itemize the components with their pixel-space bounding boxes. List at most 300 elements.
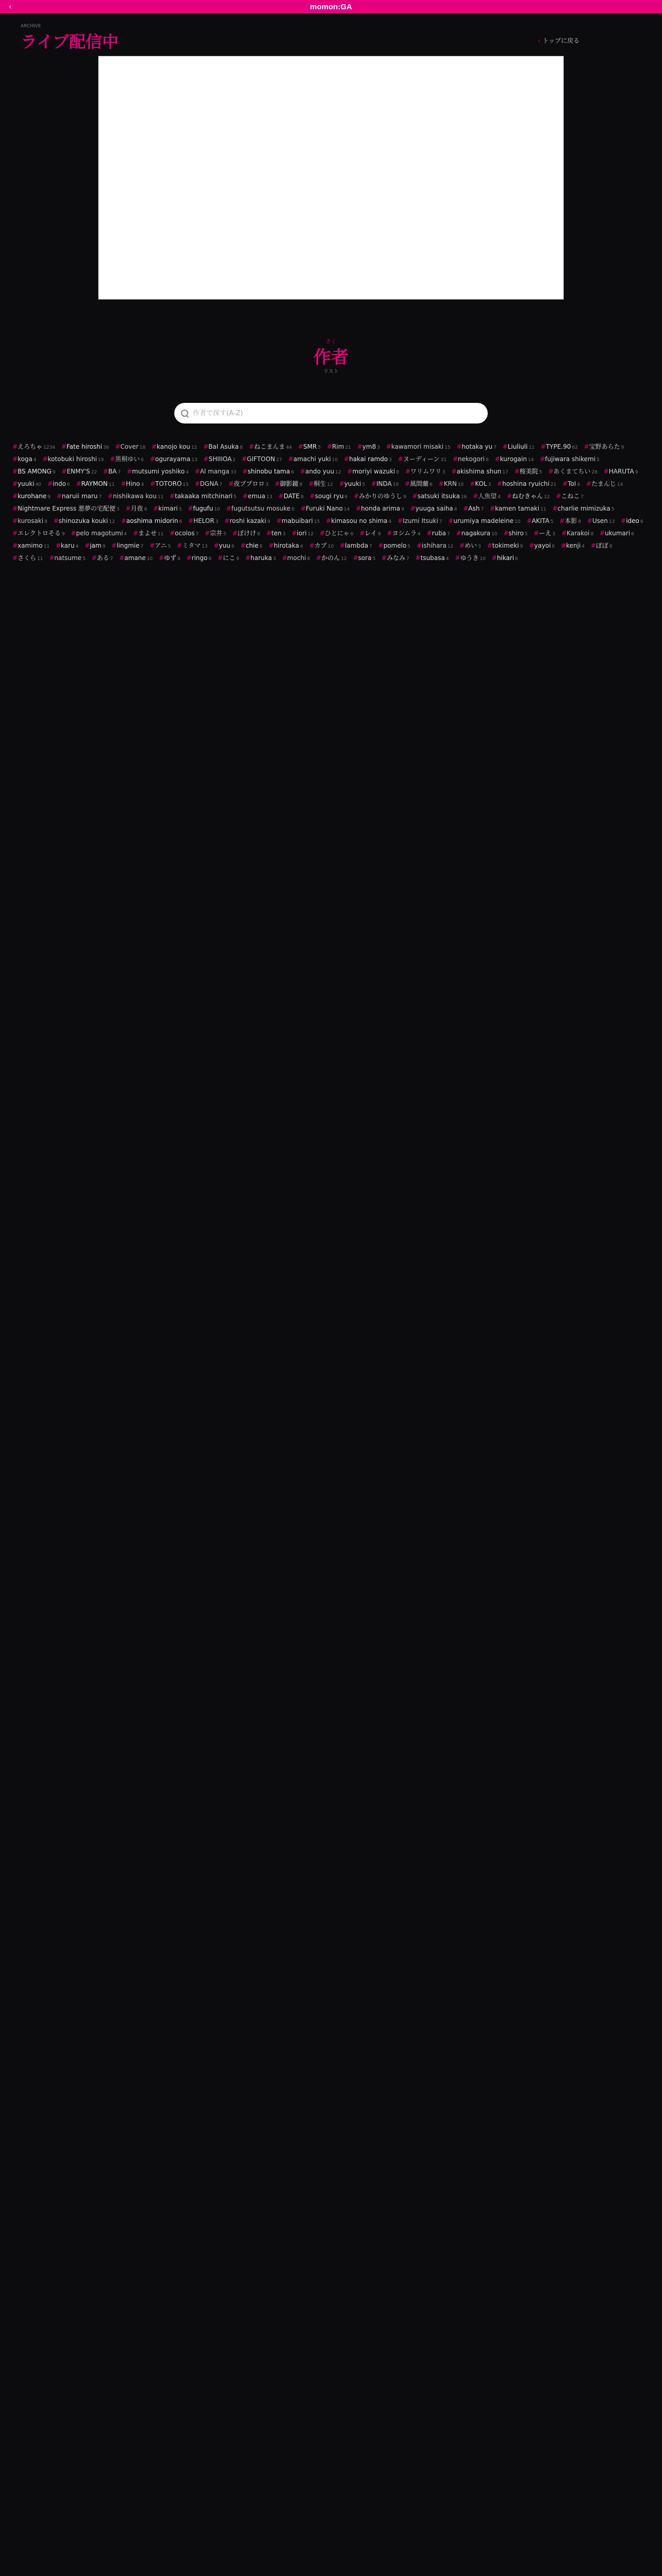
author-tag-count: 8: [44, 519, 47, 524]
author-tag[interactable]: [339, 480, 365, 487]
author-tag[interactable]: [353, 554, 375, 562]
author-tag-label: 黒桐ゆい: [115, 455, 140, 463]
author-tag-label: hirotaka: [274, 542, 300, 549]
author-tag[interactable]: [133, 530, 164, 537]
author-tag[interactable]: [604, 468, 638, 475]
author-tag[interactable]: [85, 542, 105, 549]
hash-icon: #: [300, 505, 306, 512]
author-tag[interactable]: [224, 517, 270, 524]
author-tag-count: 11: [157, 532, 164, 537]
author-tag[interactable]: [240, 542, 262, 549]
hash-icon: #: [514, 468, 520, 475]
author-tag[interactable]: [470, 480, 491, 487]
author-tag-count: 16: [460, 495, 467, 500]
author-tag-label: emua: [247, 493, 266, 500]
author-tag-label: Furuki Nano: [306, 505, 343, 512]
author-tag[interactable]: [386, 443, 451, 450]
author-tag[interactable]: [288, 455, 338, 463]
author-tag-count: 9: [403, 495, 406, 500]
author-tag[interactable]: [71, 530, 127, 537]
hash-icon: #: [327, 443, 333, 450]
hash-icon: #: [12, 455, 18, 463]
author-search: [174, 403, 488, 423]
author-tag-label: tokimeki: [492, 542, 519, 549]
author-tag[interactable]: [320, 530, 354, 537]
author-tag-count: 15: [313, 519, 320, 524]
author-tag[interactable]: [541, 443, 578, 450]
author-tag[interactable]: [103, 468, 121, 475]
author-tag-label: roshi kazaki: [229, 517, 267, 524]
author-tag[interactable]: [12, 443, 55, 450]
author-tag-count: 4: [186, 470, 189, 475]
author-tag-label: yayoi: [534, 542, 551, 549]
author-tag-label: Usen: [592, 517, 608, 524]
author-tag-label: pomelo: [383, 542, 407, 549]
author-tag[interactable]: [456, 530, 498, 537]
author-tag-count: 12: [447, 544, 454, 549]
hash-icon: #: [386, 443, 391, 450]
author-tag-count: 8: [578, 519, 581, 524]
author-tag-label: iori: [296, 530, 307, 537]
author-tag[interactable]: [300, 468, 341, 475]
author-tag-count: 6: [231, 544, 235, 549]
hash-icon: #: [456, 530, 461, 537]
author-tag-count: 7: [406, 556, 409, 562]
author-tag[interactable]: [170, 493, 237, 500]
hash-icon: #: [55, 542, 61, 549]
header-bar: [0, 0, 662, 13]
author-tag[interactable]: [561, 530, 593, 537]
author-tag-count: 15: [183, 482, 189, 487]
author-tag[interactable]: [459, 542, 481, 549]
author-tag[interactable]: [559, 517, 581, 524]
hash-icon: #: [242, 493, 248, 500]
author-tag-count: 7: [581, 495, 584, 500]
author-tag[interactable]: [452, 468, 508, 475]
author-tag[interactable]: [111, 542, 143, 549]
author-tag[interactable]: [497, 480, 556, 487]
author-tag[interactable]: [276, 517, 320, 524]
author-tag[interactable]: [150, 542, 171, 549]
author-tag[interactable]: [301, 505, 350, 512]
back-arrow-icon[interactable]: ‹: [8, 2, 12, 11]
author-tag-count: 7: [118, 470, 121, 475]
author-tag[interactable]: [356, 505, 404, 512]
author-tag-label: shinozuka kouki: [58, 517, 108, 524]
author-tag[interactable]: [357, 443, 380, 450]
author-tag[interactable]: [453, 455, 489, 463]
brand-logo[interactable]: momon:GA: [310, 2, 352, 11]
author-tag-count: 9: [520, 544, 523, 549]
hash-icon: #: [218, 554, 223, 562]
author-tag-count: 7: [481, 507, 484, 512]
author-tag[interactable]: [205, 530, 226, 537]
author-tag-label: HARUTA: [608, 468, 634, 475]
author-tag-count: 12: [327, 482, 333, 487]
author-tag[interactable]: [242, 455, 282, 463]
hash-icon: #: [561, 530, 567, 537]
author-tag-label: Al manga: [200, 468, 229, 475]
author-tag[interactable]: [556, 493, 584, 500]
hash-icon: #: [242, 468, 248, 475]
author-tag[interactable]: [127, 468, 189, 475]
author-tag[interactable]: [269, 542, 303, 549]
author-tag[interactable]: [170, 530, 198, 537]
author-tag-label: amane: [124, 554, 146, 562]
hash-icon: #: [559, 517, 565, 524]
hash-icon: #: [241, 455, 247, 463]
author-tag[interactable]: [540, 455, 600, 463]
author-tag-label: kurohane: [18, 493, 47, 500]
author-tag-count: 3: [442, 470, 445, 475]
author-tag-count: 4: [445, 556, 449, 562]
author-tag-count: 12: [307, 532, 314, 537]
author-tag[interactable]: [177, 542, 208, 549]
hash-icon: #: [226, 505, 231, 512]
hash-icon: #: [186, 554, 192, 562]
author-tag[interactable]: [12, 554, 43, 562]
author-tag[interactable]: [492, 554, 518, 562]
author-tag[interactable]: [503, 443, 535, 450]
author-tag[interactable]: [12, 468, 56, 475]
hash-icon: #: [121, 517, 126, 524]
author-tag[interactable]: [456, 443, 496, 450]
author-tag[interactable]: [233, 530, 260, 537]
hash-icon: #: [276, 517, 282, 524]
hash-icon: #: [119, 554, 125, 562]
author-tag[interactable]: [12, 542, 49, 549]
author-tag[interactable]: [188, 517, 218, 524]
author-tag[interactable]: [463, 505, 484, 512]
author-tag-count: 27: [276, 457, 283, 463]
author-tag[interactable]: [76, 480, 114, 487]
hash-icon: #: [621, 517, 626, 524]
author-tag-label: Nightmare Express 悪夢の宅配便: [18, 505, 115, 512]
author-tag-count: 9: [102, 544, 106, 549]
author-tag[interactable]: [61, 443, 109, 450]
author-tag-count: 5: [372, 556, 376, 562]
author-tag[interactable]: [150, 480, 189, 487]
author-heading-ruby: さく: [326, 339, 336, 345]
author-tag[interactable]: [552, 505, 614, 512]
author-tag[interactable]: [159, 554, 180, 562]
author-tag[interactable]: [110, 455, 144, 463]
hash-icon: #: [300, 468, 306, 475]
hash-icon: #: [552, 505, 558, 512]
author-tag[interactable]: [387, 530, 420, 537]
author-tag-count: 10: [146, 556, 153, 562]
author-tag[interactable]: [359, 530, 380, 537]
author-tag[interactable]: [382, 554, 409, 562]
hash-icon: #: [12, 443, 18, 450]
author-tag[interactable]: [226, 505, 295, 512]
author-tag[interactable]: [282, 554, 310, 562]
author-tag[interactable]: [416, 554, 449, 562]
author-tag-label: fugufu: [193, 505, 213, 512]
search-icon: [180, 409, 189, 417]
hash-icon: #: [603, 468, 609, 475]
author-tag[interactable]: [228, 480, 269, 487]
author-tag-label: あくまてちい: [553, 468, 591, 475]
author-tag[interactable]: [308, 480, 333, 487]
hash-icon: #: [487, 542, 492, 549]
author-tag-label: hoshina ryuichi: [502, 480, 550, 487]
author-tag-count: 10: [327, 544, 334, 549]
author-tag[interactable]: [584, 443, 624, 450]
author-tag-label: yuuki: [18, 480, 35, 487]
hash-icon: #: [205, 530, 210, 537]
author-tag[interactable]: [42, 455, 104, 463]
author-tag[interactable]: [12, 517, 47, 524]
author-tag[interactable]: [245, 554, 276, 562]
author-tag-label: ocolos: [175, 530, 195, 537]
author-tag-count: 8: [240, 445, 243, 450]
hash-icon: #: [42, 455, 48, 463]
author-tag[interactable]: [218, 554, 239, 562]
author-tag[interactable]: [153, 505, 181, 512]
author-tag[interactable]: [398, 517, 442, 524]
author-tag[interactable]: [591, 542, 613, 549]
author-tag-count: 3: [266, 482, 269, 487]
hash-icon: #: [150, 455, 155, 463]
author-tag[interactable]: [54, 517, 115, 524]
author-tag[interactable]: [298, 443, 321, 450]
author-tag[interactable]: [316, 554, 347, 562]
author-tag-list: [12, 441, 650, 2576]
author-tag-label: shinobu tama: [247, 468, 290, 475]
author-tag[interactable]: [242, 468, 294, 475]
author-tag[interactable]: [125, 505, 147, 512]
author-tag[interactable]: [473, 493, 501, 500]
author-tag[interactable]: [119, 554, 153, 562]
author-tag-label: 月夜: [130, 505, 143, 512]
author-tag[interactable]: [278, 493, 304, 500]
author-tag[interactable]: [108, 493, 163, 500]
hash-icon: #: [213, 542, 219, 549]
author-tag[interactable]: [587, 517, 615, 524]
author-tag-count: 4: [177, 556, 180, 562]
author-tag[interactable]: [12, 455, 37, 463]
author-tag-count: 11: [540, 507, 547, 512]
author-tag[interactable]: [586, 480, 623, 487]
author-tag-label: ねむきゃん: [511, 493, 543, 500]
author-tag-label: indo: [53, 480, 66, 487]
author-tag[interactable]: [448, 517, 520, 524]
author-tag[interactable]: [152, 443, 197, 450]
author-tag-label: satsuki itsuka: [417, 493, 460, 500]
author-tag-count: 4: [388, 519, 392, 524]
author-search-input[interactable]: [193, 410, 482, 417]
hash-icon: #: [188, 517, 194, 524]
hash-icon: #: [228, 480, 234, 487]
hash-icon: #: [170, 530, 175, 537]
author-tag[interactable]: [12, 530, 65, 537]
author-tag[interactable]: [12, 505, 120, 512]
author-tag-label: karu: [60, 542, 75, 549]
author-tag-count: 9: [621, 445, 624, 450]
author-tag[interactable]: [405, 480, 433, 487]
back-to-top-link[interactable]: [538, 36, 580, 45]
hash-icon: #: [232, 530, 238, 537]
author-tag-label: TYPE.90: [545, 443, 571, 450]
author-tag[interactable]: [266, 530, 286, 537]
author-tag[interactable]: [195, 480, 223, 487]
author-tag-count: 14: [527, 457, 534, 463]
author-tag[interactable]: [56, 542, 78, 549]
author-tag[interactable]: [526, 517, 553, 524]
hash-icon: #: [416, 542, 422, 549]
author-tag[interactable]: [203, 443, 243, 450]
author-tag[interactable]: [187, 554, 212, 562]
author-tag-count: 5: [524, 532, 528, 537]
author-tag-count: 4: [300, 544, 303, 549]
author-tag[interactable]: [410, 505, 457, 512]
author-tag-label: urumiya madeleine: [453, 517, 514, 524]
author-tag[interactable]: [561, 542, 585, 549]
author-tag[interactable]: [292, 530, 313, 537]
author-tag[interactable]: [495, 455, 534, 463]
author-tag[interactable]: [534, 530, 555, 537]
author-tag-label: ogurayama: [155, 455, 191, 463]
author-tag-label: pelo magotumi: [76, 530, 123, 537]
author-tag[interactable]: [490, 505, 546, 512]
author-tag-label: BS AMONG: [18, 468, 52, 475]
author-tag[interactable]: [371, 480, 399, 487]
author-tag[interactable]: [455, 554, 486, 562]
author-tag[interactable]: [439, 480, 464, 487]
hash-icon: #: [308, 480, 314, 487]
hash-icon: #: [266, 530, 272, 537]
hash-icon: #: [456, 443, 462, 450]
author-tag[interactable]: [562, 480, 580, 487]
hash-icon: #: [177, 542, 183, 549]
author-tag[interactable]: [529, 542, 555, 549]
hash-icon: #: [153, 505, 159, 512]
author-tag[interactable]: [405, 468, 445, 475]
author-tag-label: nekogori: [458, 455, 485, 463]
author-tag-count: 8: [301, 495, 304, 500]
hash-icon: #: [224, 517, 230, 524]
hash-icon: #: [426, 530, 432, 537]
author-tag-count: 4: [582, 544, 585, 549]
author-tag[interactable]: [12, 480, 41, 487]
author-tag[interactable]: [121, 480, 144, 487]
hash-icon: #: [357, 443, 362, 450]
author-tag[interactable]: [378, 542, 411, 549]
author-tag-count: 11: [157, 495, 164, 500]
author-tag[interactable]: [249, 443, 292, 450]
author-tag-label: mochi: [287, 554, 306, 562]
author-tag[interactable]: [417, 542, 453, 549]
author-tag-count: 62: [572, 445, 578, 450]
author-tag[interactable]: [507, 493, 550, 500]
author-tag[interactable]: [548, 468, 598, 475]
author-tag[interactable]: [243, 493, 273, 500]
author-tag[interactable]: [204, 455, 236, 463]
author-tag-count: 14: [617, 482, 623, 487]
author-tag-label: Karakoi: [566, 530, 590, 537]
author-tag[interactable]: [61, 468, 97, 475]
hash-icon: #: [12, 542, 18, 549]
author-tag-label: fujiwara shikemi: [545, 455, 596, 463]
author-tag[interactable]: [412, 493, 467, 500]
author-tag[interactable]: [621, 517, 643, 524]
author-tag[interactable]: [600, 530, 634, 537]
author-tag[interactable]: [115, 443, 145, 450]
hash-icon: #: [438, 480, 444, 487]
author-tag[interactable]: [347, 468, 399, 475]
author-tag[interactable]: [121, 517, 182, 524]
author-tag[interactable]: [49, 554, 85, 562]
author-tag[interactable]: [150, 455, 197, 463]
author-tag[interactable]: [427, 530, 450, 537]
author-tag[interactable]: [398, 455, 446, 463]
author-tag-count: 40: [35, 482, 42, 487]
author-tag[interactable]: [47, 480, 70, 487]
author-tag[interactable]: [12, 493, 51, 500]
author-tag[interactable]: [309, 542, 334, 549]
hash-icon: #: [150, 480, 156, 487]
author-tag[interactable]: [92, 554, 113, 562]
hash-icon: #: [12, 493, 18, 500]
author-tag[interactable]: [326, 517, 391, 524]
live-video-player[interactable]: [98, 56, 564, 300]
author-tag-count: 11: [108, 482, 115, 487]
author-tag[interactable]: [340, 542, 372, 549]
author-tag[interactable]: [344, 455, 392, 463]
author-tag[interactable]: [213, 542, 234, 549]
author-tag-label: ruba: [432, 530, 446, 537]
author-tag[interactable]: [503, 530, 527, 537]
author-tag-label: ひとにゃ: [325, 530, 350, 537]
author-tag-count: 11: [43, 544, 50, 549]
author-tag-count: 10: [515, 519, 521, 524]
author-tag[interactable]: [310, 493, 347, 500]
author-tag-count: 12: [109, 519, 115, 524]
author-tag-count: 7: [447, 532, 450, 537]
hash-icon: #: [61, 443, 67, 450]
author-tag-count: 28: [591, 470, 598, 475]
author-tag[interactable]: [195, 468, 237, 475]
author-tag-label: SHIIIOA: [208, 455, 232, 463]
author-tag[interactable]: [354, 493, 406, 500]
author-tag-label: アニ: [155, 542, 167, 549]
author-tag-count: 3: [283, 532, 286, 537]
hash-icon: #: [359, 530, 365, 537]
author-tag-count: 7: [98, 495, 102, 500]
author-tag-count: 9: [52, 470, 56, 475]
hash-icon: #: [71, 530, 76, 537]
author-tag-label: ミタマ: [182, 542, 201, 549]
author-tag-label: SMR: [303, 443, 317, 450]
author-tag-count: 3: [488, 482, 491, 487]
hash-icon: #: [600, 530, 605, 537]
hash-icon: #: [503, 530, 509, 537]
author-tag-label: chie: [245, 542, 259, 549]
hash-icon: #: [463, 505, 469, 512]
author-tag[interactable]: [188, 505, 220, 512]
author-tag[interactable]: [515, 468, 542, 475]
author-tag-count: 44: [286, 445, 292, 450]
author-tag[interactable]: [57, 493, 102, 500]
author-tag[interactable]: [327, 443, 351, 450]
hash-icon: #: [490, 505, 495, 512]
author-tag[interactable]: [275, 480, 303, 487]
hash-icon: #: [590, 542, 596, 549]
author-tag-label: たまんじ: [591, 480, 616, 487]
author-tag[interactable]: [487, 542, 523, 549]
author-tag-count: 5: [611, 507, 615, 512]
